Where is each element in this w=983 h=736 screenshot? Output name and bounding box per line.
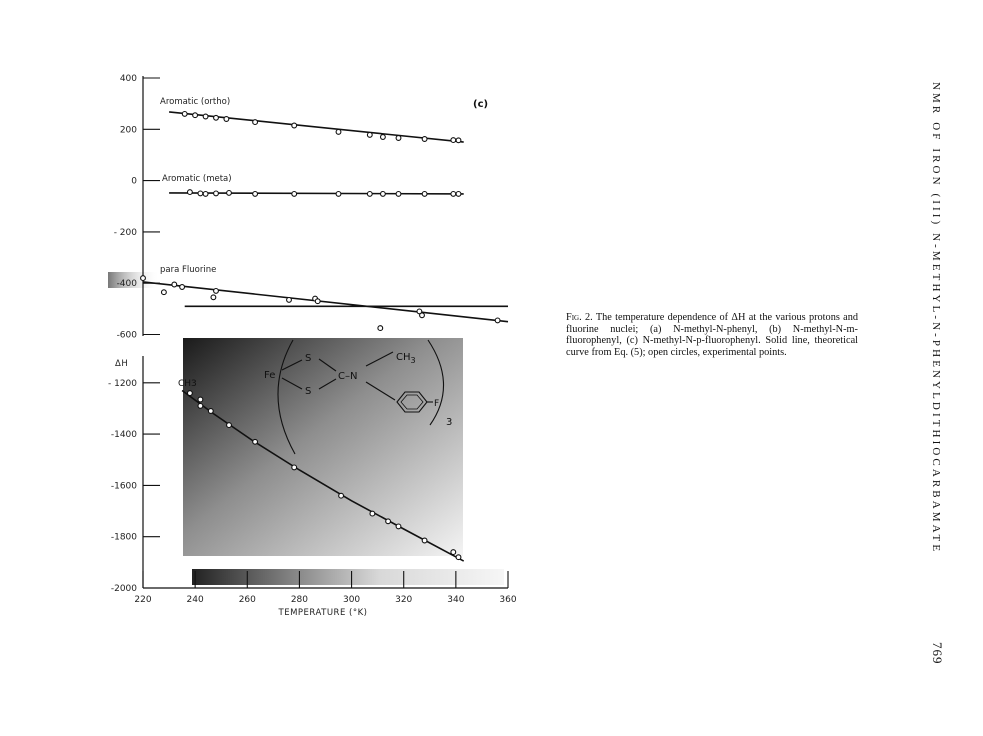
y-ticks	[108, 74, 160, 594]
y-tick-label: - 1200	[107, 378, 137, 389]
y-tick-label: -1800	[110, 532, 137, 543]
data-point-aromatic-ortho	[396, 136, 401, 141]
data-point-aromatic-ortho	[336, 130, 341, 135]
data-point-aromatic-meta	[381, 192, 386, 197]
y-tick-label: -2000	[110, 584, 137, 594]
data-point-ch3	[386, 519, 391, 524]
data-point-ch3	[451, 550, 456, 555]
data-point-ch3	[292, 465, 297, 470]
data-point-aromatic-ortho	[456, 138, 461, 143]
data-point-aromatic-meta	[422, 192, 427, 197]
data-point-para-fluorine	[315, 299, 320, 304]
data-point-ch3	[188, 391, 193, 396]
figure-caption	[566, 312, 858, 358]
atom-c-n: C–N	[338, 371, 358, 382]
data-point-ch3	[339, 493, 344, 498]
data-point-para-fluorine	[172, 282, 177, 287]
caption-text: The temperature dependence of ΔH at the various protons and fluorine nuclei; (a) N-methyl-N-phenyl, (b) N-methyl-N-m-fluorophenyl, (c) N-methyl-N-p-fluorophenyl. Solid line, theoretical curve from Eq. (5); open circles, experimental points.	[566, 312, 859, 358]
data-point-aromatic-meta	[188, 190, 193, 195]
data-point-aromatic-ortho	[451, 138, 456, 143]
data-point-aromatic-meta	[253, 192, 258, 197]
fit-line-aromatic-ortho	[169, 112, 464, 142]
page-number: 769	[930, 642, 945, 665]
y-tick-label: 400	[119, 74, 137, 84]
y-tick-label: -600	[116, 330, 137, 341]
scan-shading-strip	[192, 569, 504, 585]
data-point-ch3	[198, 397, 203, 402]
data-point-aromatic-ortho	[253, 120, 258, 125]
series-label-ch3: CH3	[178, 379, 197, 389]
atom-fe: Fe	[264, 370, 276, 381]
running-head: NMR OF IRON (III) N-METHYL-N-PHENYLDITHIOCARBAMATE	[930, 82, 942, 555]
x-tick-label: 360	[499, 595, 517, 605]
series-label-ortho: Aromatic (ortho)	[160, 97, 231, 107]
ch3-main: CH	[396, 352, 411, 363]
data-point-para-fluorine	[214, 289, 219, 294]
data-point-aromatic-ortho	[224, 117, 229, 122]
data-point-aromatic-meta	[396, 192, 401, 197]
data-point-aromatic-ortho	[193, 113, 198, 118]
data-point-ch3	[227, 423, 232, 428]
x-tick-label: 260	[238, 595, 256, 605]
y-tick-label: -400	[116, 279, 137, 290]
data-point-aromatic-ortho	[367, 133, 372, 138]
data-point-para-fluorine	[141, 276, 146, 281]
data-point-aromatic-ortho	[422, 137, 427, 142]
caption-label: Fig. 2.	[566, 312, 593, 323]
complex-multiplier: 3	[446, 417, 453, 428]
y-tick-label: -1400	[110, 430, 137, 441]
x-axis-title: TEMPERATURE (°K)	[278, 608, 368, 618]
data-point-aromatic-ortho	[292, 123, 297, 128]
y-tick-label: 200	[119, 125, 137, 136]
data-point-ch3	[370, 511, 375, 516]
atom-s-top: S	[305, 353, 312, 364]
x-tick-label: 320	[395, 595, 413, 605]
data-point-aromatic-meta	[456, 192, 461, 197]
data-point-para-fluorine	[420, 313, 425, 318]
series-label-meta: Aromatic (meta)	[162, 174, 232, 184]
data-point-aromatic-meta	[198, 191, 203, 196]
data-point-ch3	[208, 409, 213, 414]
data-point-para-fluorine	[495, 318, 500, 323]
data-point-aromatic-ortho	[203, 114, 208, 119]
data-point-para-fluorine	[162, 290, 167, 295]
ch3-subscript: 3	[410, 356, 416, 365]
data-point-para-fluorine	[211, 295, 216, 300]
data-point-ch3	[198, 404, 203, 409]
data-point-aromatic-meta	[214, 191, 219, 196]
data-point-ch3	[396, 524, 401, 529]
data-point-aromatic-meta	[227, 191, 232, 196]
series-label-para-fluorine: para Fluorine	[160, 265, 217, 275]
fit-line-para-fluorine	[143, 282, 508, 322]
data-point-aromatic-meta	[367, 192, 372, 197]
y-axis-title: ΔH	[115, 359, 129, 369]
data-point-aromatic-meta	[336, 192, 341, 197]
data-point-aromatic-ortho	[182, 112, 187, 117]
data-point-aromatic-meta	[292, 192, 297, 197]
y-tick-label: 0	[131, 176, 137, 187]
data-point-para-fluorine	[378, 326, 383, 331]
x-tick-label: 280	[290, 595, 309, 605]
data-point-aromatic-meta	[203, 192, 208, 197]
panel-label: (c)	[473, 99, 489, 110]
data-point-ch3	[422, 538, 427, 543]
x-tick-label: 340	[447, 595, 465, 605]
data-point-ch3	[253, 439, 258, 444]
data-point-aromatic-ortho	[381, 135, 386, 140]
x-tick-label: 300	[342, 595, 361, 605]
data-point-aromatic-meta	[451, 192, 456, 197]
x-tick-label: 240	[186, 595, 204, 605]
scan-shading-inset	[183, 338, 463, 556]
y-tick-label: -1600	[110, 481, 137, 492]
data-point-para-fluorine	[180, 285, 185, 290]
atom-f: F	[434, 399, 440, 409]
data-point-para-fluorine	[287, 298, 292, 303]
data-point-aromatic-ortho	[214, 115, 219, 120]
x-tick-label: 220	[134, 595, 152, 605]
atom-s-bottom: S	[305, 386, 312, 397]
data-point-ch3	[456, 555, 461, 560]
y-tick-label: - 200	[113, 227, 137, 238]
